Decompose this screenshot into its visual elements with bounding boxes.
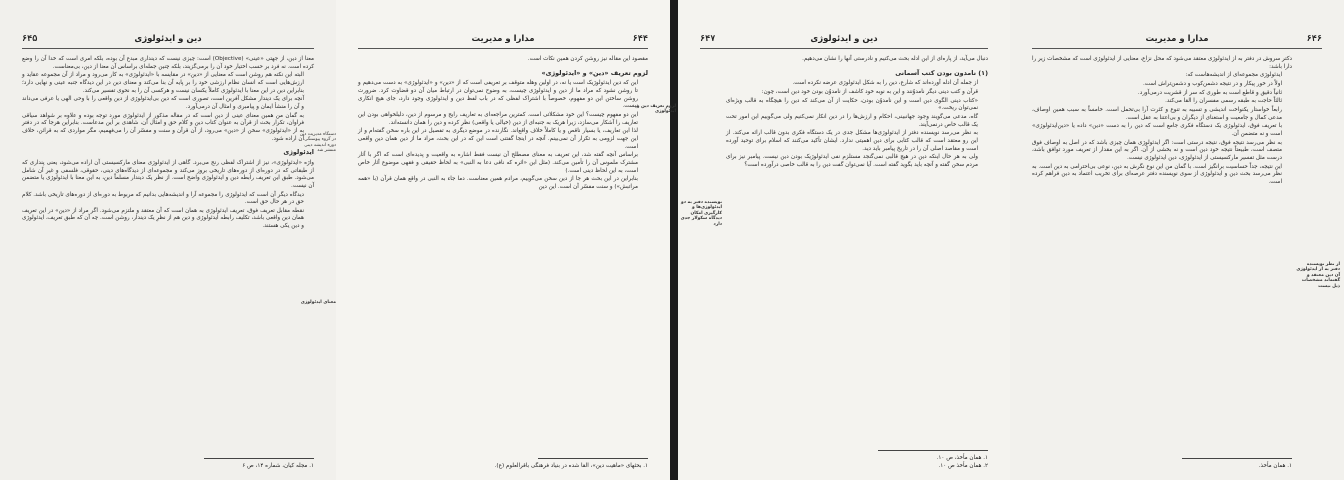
list-item: ثالثاً حاجت به طبقه رسمی مفسران را القا می‌کند. bbox=[1165, 98, 1282, 105]
paragraph: قرآن و کتب دینی دیگر نامدوّنند و این به نوبه خود کاشف از نامدوّن بودن خود دین است، چون: bbox=[761, 88, 978, 95]
paragraph: به نظر می‌رسد نتیجه فوق، نتیجه درستی است: اگر ایدئولوژی همان چیزی باشد که در اصل به اوصاف فوق متصف است، طبیعتاً نتیجه خود دین است و نه بخشی از آن. اگر به این مقدار از تعریف مورد توافق باشد، درست مثل تفسیر مارکسیستی از ایدئولوژی، دین ایدئولوژی نیست. bbox=[1032, 139, 1282, 161]
footnote: ۱. همان مأخذ، ص ۱۰. bbox=[936, 455, 988, 461]
section-heading: ایدئولوژی bbox=[283, 148, 314, 157]
footnote-rule bbox=[204, 458, 314, 459]
list-item: ثانیاً دقیق و قاطع است به طوری که سر از قشریت درمی‌آورد. bbox=[1137, 89, 1282, 96]
running-title: دین و ایدئولوژی bbox=[810, 34, 878, 44]
paragraph: مقصود این مقاله نیز روشن کردن همین نکات است. bbox=[527, 56, 648, 62]
page-body bbox=[22, 56, 314, 232]
margin-note: از نظر نویسنده دفتر به از ایدئولوژی آن دین معتقد و گفته‌اند مشخصات ذیل نیست bbox=[1296, 262, 1340, 289]
quote: «کتاب دینی الگوی دین است و این نامدوّن بودن، حکایت از آن می‌کند که دین را هیچگاه به قالب ویژه‌ای نمی‌توان ریخت.» bbox=[726, 97, 978, 112]
page-header bbox=[358, 34, 648, 49]
paragraph: دیدگاه دیگر آن است که ایدئولوژی را مجموعه آرا و اندیشه‌هایی بدانیم که مربوط به دوره‌ای از دوره‌های تاریخی باشد. کلام حق در هر حال حق است. bbox=[22, 191, 304, 206]
paragraph: این نتیجه، جداً حساسیت برانگیز است. با گمان من این نوع نگرش به دین، نوعی بی‌احترامی به دین است. به نظر می‌رسد بحث دین و ایدئولوژی از سوی نویسنده دفتر عرصه‌ای برای تخریب اعتماد به دین فراهم کرده است. bbox=[1032, 163, 1282, 185]
page-body bbox=[358, 56, 648, 193]
list-item: اولاً در خور پیکار و در نتیجه دشمن‌کوب و دشمن‌تراش است. bbox=[1142, 80, 1282, 87]
page-number: ۶۴۵ bbox=[22, 34, 38, 44]
paragraph: معنا از دین، از جهتی «عینی» (Objective) است: چیزی نیست که دینداری مبدع آن بوده، بلکه امری است که خدا آن را وضع کرده است. نه فرد بر حسب اختیار خود آن را برمی‌گزیند، بلکه چنین جمله‌ای براساس آن معنا از دین، بی‌معناست. bbox=[22, 56, 314, 70]
page-number: ۶۴۷ bbox=[700, 34, 716, 44]
footnote: ۱. بحثهای «ماهیت دین»، القا شده در بنیاد فرهنگی باقرالعلوم (ع). bbox=[494, 463, 648, 469]
paragraph: ایدئولوژی مجموعه‌ای از اندیشه‌هاست که: bbox=[1185, 72, 1282, 79]
paragraph: آنچه برای یک دیندار مشکل آفرین است، تصوری است که دین بی‌ایدئولوژی از دین واقعی را با وحی الهی یا عرفی می‌داند و آن را منشأ ایمان و پیامبری و امثال آن درمی‌آورد. bbox=[22, 96, 304, 110]
page-number: ۶۴۴ bbox=[632, 34, 648, 44]
footnote-area bbox=[726, 450, 988, 470]
paragraph: نقطه مقابل تعریف فوق، تعریف ایدئولوژی به همان است که آن معتقد و ملتزم می‌شود. اگر مراد از «دین» در این تعریف همان دین واقعی باشد، تکلیف رابطه ایدئولوژی و دین هم از نظرِ یک دیندار، روشن است. چه آن که طبق تعریف، ایدئولوژی و دین یکی هستند. bbox=[22, 207, 304, 230]
section-heading: لزوم تعریف «دین» و «ایدئولوژی» bbox=[541, 68, 648, 77]
footnote-rule bbox=[1182, 458, 1292, 459]
footnote-area bbox=[358, 458, 648, 470]
margin-note: دستگاه مدیریت دین در گروه پیوستگی دوره اندیشه دینی منتشر شد bbox=[299, 132, 336, 154]
paragraph: گاه، مدعی می‌گویند وجود جهانبینی، احکام و ارزش‌ها را در دین انکار نمی‌کنیم ولی می‌گوییم این امور تحت یک قالب خاص درنمی‌آیند. bbox=[726, 113, 978, 128]
page-body bbox=[1032, 56, 1292, 188]
page-number: ۶۴۶ bbox=[1306, 34, 1322, 44]
paragraph: براساس آنچه گفته شد، این تعریف به معنای مصطلح آن نیست فقط اشاره به واقعیت و پدیده‌ای است که اگر با آثار مشترک ملموس آن را تأمین می‌کند. (مثل این «اثره که نافی دعا به النبی» به لحاظ حقیقی و فقهی موضوع آثار خاص است، به این لحاظ دینی است.) bbox=[358, 152, 638, 174]
paragraph: به نظر می‌رسد نویسنده دفتر از ایدئولوژی‌ها مشکل جدی در یک دستگاه فکری بدون قالب ارائه می‌کند. از این رو معتقد است که قالب کتابی برای دین اهمیتی ندارد. ایشان تأکید می‌کنند که اسلام برای توحید آورده است و مقاصد اصلی آن را در تاریخ پیامبر باید دید. bbox=[726, 130, 978, 152]
paragraph: با تعریف فوق، ایدئولوژی یک دستگاه فکری جامع است که دین را به دست «دین» داده یا «دین‌ایدئولوژی» است و نه متضمن آن. bbox=[1032, 123, 1282, 137]
paragraph: واژه «ایدئولوژی»، نیز از اشتراک لفظی رنج می‌برد. گاهی از ایدئولوژی معنای مارکسیستی آن اراده می‌شود، یعنی پنداری که از طبقاتی که در دوره‌ای از دوره‌های تاریخی بروز می‌کند و مجموعه‌ای از دیدگاه‌های دینی، حقوقی، فلسفی و غیر آن شامل می‌شود. طبق این تعریف رابطه دین و ایدئولوژی واضح است. از نظر یک دیندار مسلماً دین، به این معنا با ایدئولوژی یا متضمن آن نیست. bbox=[22, 159, 314, 189]
book-page-646 bbox=[1010, 0, 1344, 480]
footnote-area bbox=[22, 458, 314, 470]
margin-note: لزوم تعریف دین و ایدئولوژی bbox=[636, 104, 676, 115]
paragraph: بنابراین در این بحث هر جا از دین سخن می‌گوییم، مرادم همین معناست. دما جاء به النبی در واقع همان قرآن (با «همه مراتبش») و سنت مفسّر آن است. این دین bbox=[358, 176, 638, 190]
running-title: مدارا و مدیریت bbox=[1145, 34, 1209, 44]
footnote: ۲. همان مأخذ ص ۱۰. bbox=[938, 463, 988, 469]
margin-note: نویسنده دفتر به دو ایدئولوژی‌ها و کارگیری امکان دیدگاه سکولار جدی دارد bbox=[680, 200, 722, 227]
footnote-area bbox=[1032, 458, 1292, 470]
paragraph: به گمان من همین معنای عینی از دین است که در مقاله مذکور از ایدئولوژی مورد توجه بوده و علاوه بر شواهد سیاقی فراوان، تکرار بحث از قرآن به عنوان کتاب دین و کلام حق و امثال آن، شاهدی بر این مدعاست. بنابراین هرجا که در دفتر به از «ایدئولوژی» سخن از «دین» می‌رود، از آن قرآن و سنت و مفسّر آن را می‌فهمیم، مگر مواردی که به قرائن، خلاف آن اراده شود. bbox=[22, 112, 304, 142]
paragraph: این که دین ایدئولوژیک است یا نه، در اولین وهله متوقف بر تعریفی است که از «دین» و «ایدئولوژی» به دست می‌دهیم و تا روشن نشود که مراد ما از دین و ایدئولوژی چیست، به وضوح نمی‌توان در ارتباط میان آن دو قضاوت کرد. ضرورت روشن ساختن این دو مفهوم، خصوصاً با اشتراک لفظی که در باب لفظ دین و ایدئولوژی وجود دارد، جای هیچ انکاری نیست. bbox=[358, 80, 638, 110]
footnote: ۱. همان مأخذ. bbox=[1258, 463, 1292, 469]
running-title: دین و ایدئولوژی bbox=[134, 34, 202, 44]
book-page-645 bbox=[0, 0, 336, 480]
list-item: رابعاً خواستار یکنواخت اندیشی و تسبیه به تنوع و کثرت آرا بی‌تحمل است. خامساً به سبب همین اوصاف، مدعی کمال و جامعیت و استغنای از دیگران و بی‌اعتنا به عقل است. bbox=[1032, 106, 1282, 121]
footnote-rule bbox=[878, 450, 988, 451]
book-page-647 bbox=[678, 0, 1010, 480]
footnote-rule bbox=[538, 458, 648, 459]
margin-note: معنای ایدئولوژی bbox=[300, 300, 336, 305]
paragraph: از جمله آن ادله آورده‌اند که شارع، دین را به شکل ایدئولوژی عرضه نکرده است. bbox=[792, 80, 978, 87]
paragraph: دنبال می‌آید، از پاره‌ای از این ادله بحث می‌کنیم و نادرستی آنها را نشان می‌دهیم. bbox=[802, 56, 988, 62]
footnote: ۱. مجله کیان، شماره ۱۴، ص ۶ bbox=[242, 463, 314, 469]
section-heading: (۱) نامدون بودن کتب آسمانی bbox=[895, 68, 988, 77]
book-page-644 bbox=[336, 0, 670, 480]
page-body bbox=[726, 56, 988, 171]
page-header bbox=[1032, 34, 1322, 49]
paragraph: دکتر سروش در دفتر به از ایدئولوژی معتقد می‌شود که محل نزاع، معنایی از ایدئولوژی است که مشخصات زیر را دارا باشد: bbox=[1032, 56, 1292, 70]
paragraph: البته این نکته هم روشن است که معنایی از «دین» در مقایسه با «ایدئولوژی» به کار می‌رود و مراد از آن مجموعه عقاید و ارزش‌هایی است که انسان نظام ارزشی خود را بر پایه آن بنا می‌کند و معنای دین در این دیدگاه جنبه عینی و نهایی دارد؛ بنابراین دین در این معنا با ایدئولوژی کاملاً یکسان نیست و هرکسی آن را به نحوی تفسیر می‌کند. bbox=[22, 72, 304, 94]
running-title: مدارا و مدیریت bbox=[471, 34, 535, 44]
page-header bbox=[700, 34, 988, 49]
paragraph: لذا این تعاریف، یا بسیار ناقص و یا کاملاً خلاف واقع‌اند. نگارنده در موضع دیگری به تفصیل در این باره سخن گفته‌ام و از این جهت لزومی به تکرار آن نمی‌بینم. آنچه در اینجا گفتنی است این که در این بحث، مراد ما از دین همان دین واقعی است. bbox=[358, 128, 638, 150]
paragraph: ولی به هر حال اینکه دین در هیچ قالبی نمی‌گنجد مستلزم نفی ایدئولوژیک بودن دین نیست. پیامبر نیز برای مردم سخن گفته و آنچه باید بگوید گفته است. آیا نمی‌توان گفت دین را به قالب خاصی درآورده است؟ bbox=[726, 154, 978, 168]
paragraph: این دو مفهوم چیست؟ این خود مشکلاتی است. کمترین مراجعه‌ای به تعاریف رایج و مرسوم از دین، دلیلخواهی بودن این تعاریف را آشکار می‌سازد، زیرا هریک به جنبه‌ای از دین (خیالی یا واقعی) نظر کرده و دین را همان دانسته‌اند. bbox=[358, 111, 638, 126]
page-header bbox=[22, 34, 314, 49]
